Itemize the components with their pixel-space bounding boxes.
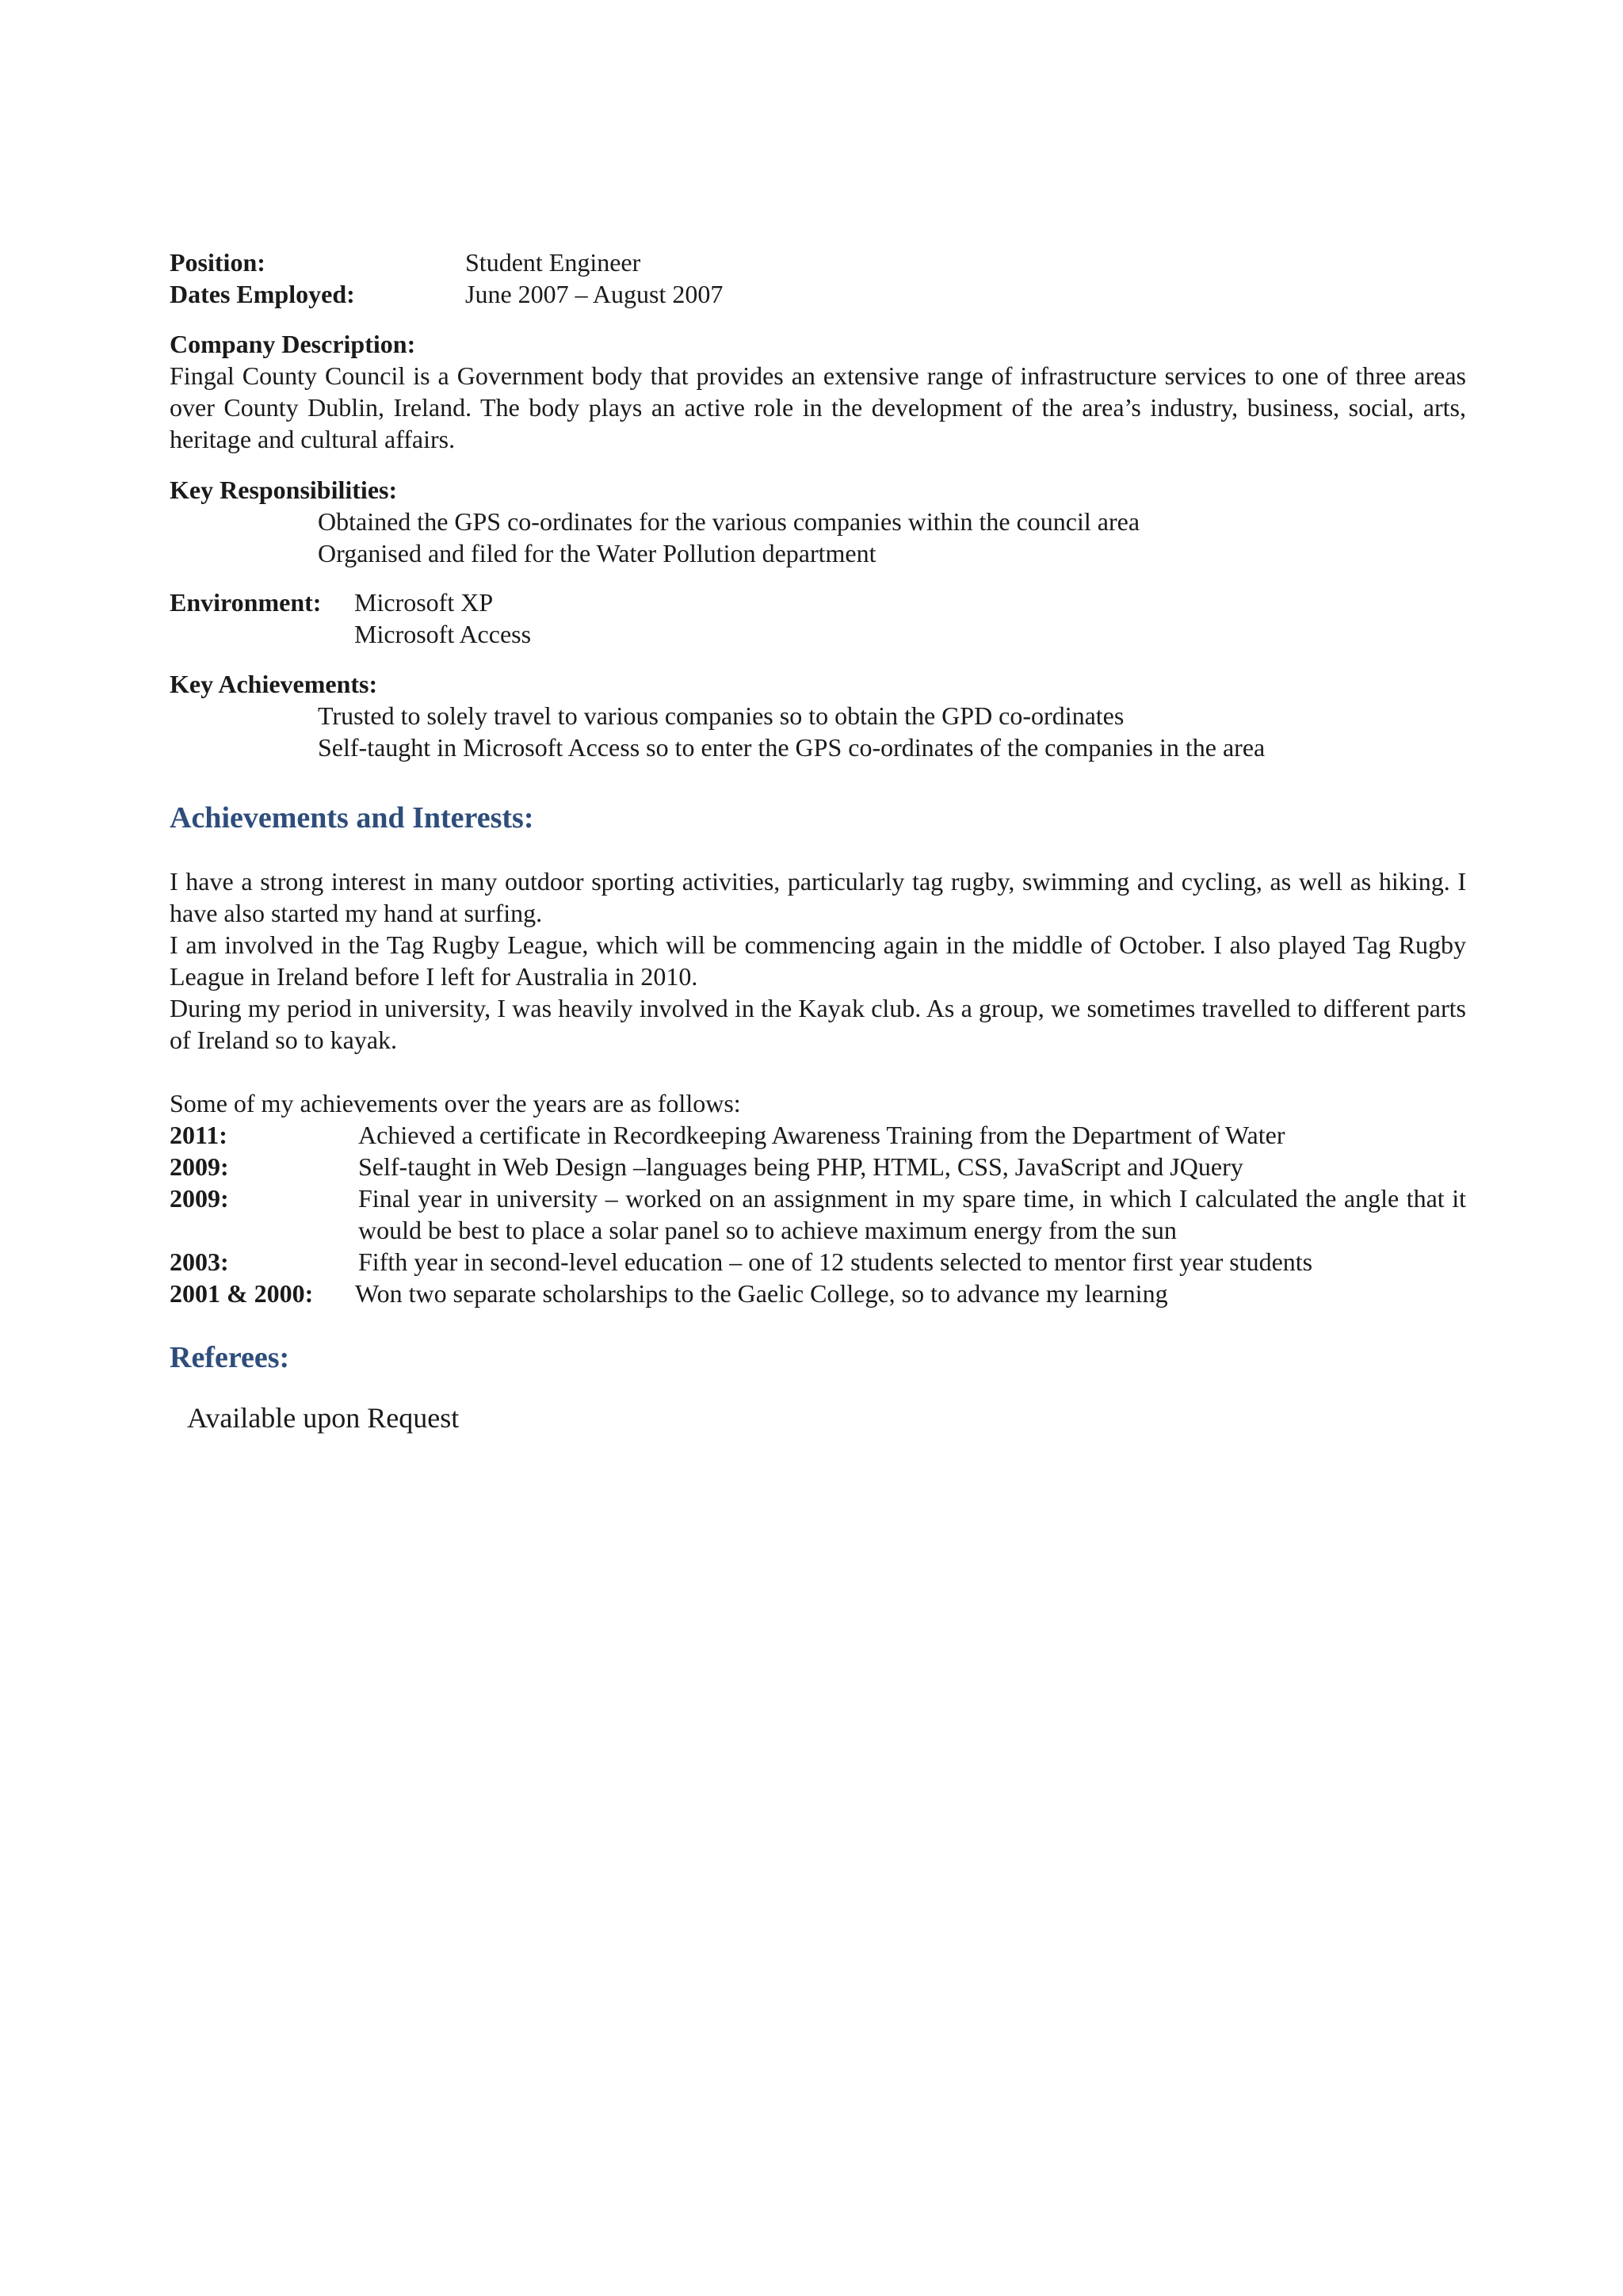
achievement-text: Achieved a certificate in Recordkeeping Awareness Training from the Department of Water — [358, 1121, 1285, 1149]
achievement-text: Won two separate scholarships to the Gaelic College, so to advance my learning — [355, 1279, 1168, 1308]
dates-label: Dates Employed: — [170, 280, 355, 308]
achievement-year: 2003: — [170, 1247, 229, 1276]
interests-paragraph: During my period in university, I was heavily involved in the Kayak club. As a group, we sometimes travelled to different parts of Ireland so to kayak. — [170, 994, 1466, 1054]
company-description-text: Fingal County Council is a Government body that provides an extensive range of infrastructure services to one of three areas over County Dublin, Ireland. The body plays an active role in the development of the area’s industry, business, social, arts, heritage and cultural affairs. — [170, 361, 1466, 453]
interests-paragraph: I am involved in the Tag Rugby League, which will be commencing again in the middle of October. I also played Tag Rugby League in Ireland before I left for Australia in 2010. — [170, 930, 1466, 991]
position-value: Student Engineer — [465, 248, 641, 277]
responsibility-item: Obtained the GPS co-ordinates for the various companies within the council area — [318, 507, 1140, 536]
dates-value: June 2007 – August 2007 — [465, 280, 724, 308]
achievement-year: 2011: — [170, 1121, 227, 1149]
achievement-text: Final year in university – worked on an assignment in my spare time, in which I calculated the angle that it would be best to place a solar panel so to achieve maximum energy from the sun — [358, 1184, 1466, 1244]
position-label: Position: — [170, 248, 265, 277]
achievement-item: Trusted to solely travel to various companies so to obtain the GPD co-ordinates — [318, 701, 1125, 730]
achievement-text: Self-taught in Web Design –languages being PHP, HTML, CSS, JavaScript and JQuery — [358, 1152, 1243, 1181]
referees-text: Available upon Request — [187, 1402, 460, 1434]
achievement-year: 2009: — [170, 1152, 229, 1181]
environment-item: Microsoft XP — [354, 588, 494, 617]
key-responsibilities-label: Key Responsibilities: — [170, 476, 398, 504]
interests-heading: Achievements and Interests: — [170, 801, 534, 835]
achievement-text: Fifth year in second-level education – one of 12 students selected to mentor first year students — [358, 1247, 1313, 1276]
achievements-intro: Some of my achievements over the years are as follows: — [170, 1089, 741, 1117]
key-achievements-label: Key Achievements: — [170, 670, 378, 698]
responsibility-item: Organised and filed for the Water Pollution department — [318, 539, 876, 567]
company-description-label: Company Description: — [170, 330, 416, 358]
referees-heading: Referees: — [170, 1341, 290, 1374]
achievement-year: 2009: — [170, 1184, 229, 1213]
achievement-year: 2001 & 2000: — [170, 1279, 314, 1308]
achievement-item: Self-taught in Microsoft Access so to enter the GPS co-ordinates of the companies in the area — [318, 733, 1266, 762]
interests-paragraph: I have a strong interest in many outdoor sporting activities, particularly tag rugby, swimming and cycling, as well as hiking. I have also started my hand at surfing. — [170, 867, 1466, 927]
environment-item: Microsoft Access — [354, 620, 532, 648]
environment-label: Environment: — [170, 588, 322, 617]
